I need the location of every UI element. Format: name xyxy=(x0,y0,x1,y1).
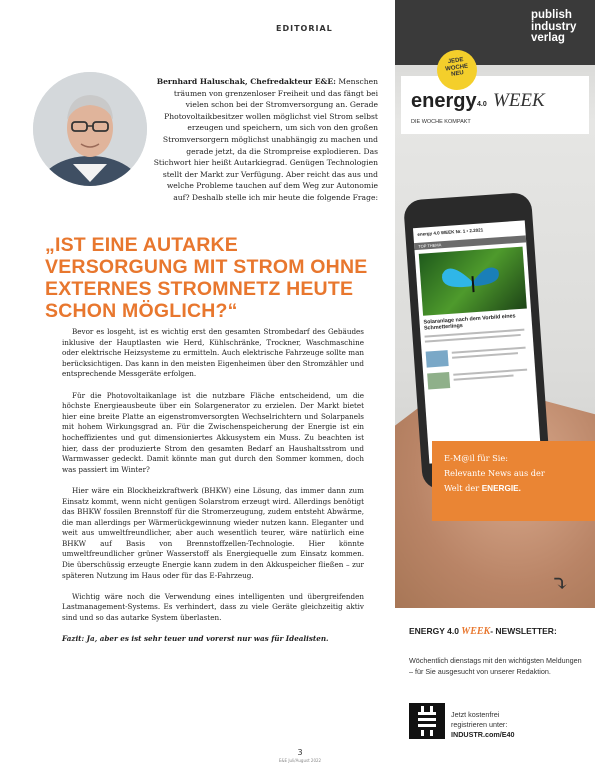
screen-topic-label: TOP THEMA xyxy=(418,242,442,249)
qr-code-pattern xyxy=(418,712,436,730)
newsletter-title-post: - NEWSLETTER: xyxy=(490,626,557,636)
page-issue: E&E Juli/August 2022 xyxy=(278,758,322,763)
body-paragraph: Bevor es losgeht, ist es wichtig erst den gesamten Strombedarf des Gebäudes inklusive der Hauptlasten wie Herd, Kühlschränke, Trockner, Waschmaschine oder elektrische Heizsysteme zu ermitteln. Auch elektrische Fahrzeuge sollte man berücksichtigen. Das kann in den meisten Eigenheimen über den Stromzähler und entsprechende Messgeräte erfolgen. xyxy=(62,327,364,379)
body-paragraph: Wichtig wäre noch die Verwendung eines intelligenten und übergreifenden Lastmanagement-Systems. Es verhindert, dass zu viele Geräte gleichzeitig aktiv sind und so das autarke System überlasten. xyxy=(62,591,364,623)
brand-version: 4.0 xyxy=(477,101,487,108)
newsletter-title-pre: ENERGY 4.0 xyxy=(409,626,462,636)
author-portrait xyxy=(33,72,147,186)
promo-line-bold: ENERGIE. xyxy=(481,484,521,493)
body-paragraph: Für die Photovoltaikanlage ist die nutzbare Fläche entscheidend, um die höchste Energieausbeute über ein Solargenerator zu erzielen. Der Markt bietet hier eine breite Platte an eigenstromversorgten Wechselrichtern und Solarpanels mit hohem Wirkungsgrad an. Für die Zwischenspeicherung der Energie ist ein hocheffizientes und gut dimensioniertes Akkusystem ein Muss. Zu beachten ist hier, dass der produzierte Strom den gesamten Bedarf an Haushaltsstrom und Warmwasser gedeckt. Damit könnte man gut durch den Sommer kommen, doch was passiert im Winter? xyxy=(62,390,364,474)
publisher-logo-line: verlag xyxy=(531,32,565,44)
badge-line: NEU xyxy=(450,70,465,79)
newsletter-title xyxy=(409,626,557,637)
brand-tagline: DIE WOCHE KOMPAKT xyxy=(411,119,471,125)
publisher-logo xyxy=(531,10,576,45)
promo-line: E-M@il für Sie: xyxy=(444,453,508,463)
screen-header: energy 4.0 WEEK Nr. 1 • 2.2021 xyxy=(417,227,484,237)
screen-text-line xyxy=(453,369,527,376)
registration-url[interactable]: INDUSTR.com/E40 xyxy=(451,730,515,739)
intro-author: Bernhard Haluschak, Chefredakteur E&E: xyxy=(156,77,336,86)
screen-text-line xyxy=(452,352,518,359)
registration-line: registrieren unter: xyxy=(451,720,508,729)
intro-paragraph xyxy=(150,76,378,204)
screen-thumbnail xyxy=(426,350,449,367)
brand-name: energy xyxy=(411,90,477,112)
newsletter-title-week: WEEK xyxy=(461,626,491,637)
publisher-logo-line: industry xyxy=(531,20,577,33)
screen-thumbnail xyxy=(427,372,450,389)
brand-box xyxy=(401,76,589,134)
qr-code-icon[interactable] xyxy=(409,703,445,739)
promo-line: Relevante News aus der xyxy=(444,468,545,478)
badge-line: JEDE xyxy=(447,57,464,66)
brand-week: WEEK xyxy=(493,90,545,111)
promo-box xyxy=(432,441,595,521)
body-paragraph: Hier wäre ein Blockheizkraftwerk (BHKW) eine Lösung, das immer dann zum Einsatz kommt, wenn nicht genügen Solarstrom erzeugt wird. Allerdings benötigt das BHKW fossilen Brennstoff für die Stromerzeugung, zudem entsteht Abwärme, die man allerdings per Wärmerückgewinnung wieder nutzen kann. Eleganter und weit aus umweltfreundlicher, aber auch wesentlich teurer, wäre natürlich eine BHKW auf Basis von Brennstoffzellen-Technologie. Hier könnte umweltfreundlicher grüner Wasserstoff als Energiequelle zum Einsatz kommen. Die überschüssig erzeugte Energie kann zudem in den Akkuspeicher fließen – zur späteren Nutzung im Haus oder für das E-Fahrzeug. xyxy=(62,485,364,580)
screen-text-line xyxy=(454,375,514,381)
badge-line: WOCHE xyxy=(444,63,469,73)
newsletter-description: Wöchentlich dienstags mit den wichtigsten Meldungen – für Sie ausgesucht von unserer Redaktion. xyxy=(409,656,582,676)
butterfly-image xyxy=(419,247,527,316)
arrow-down-icon: ⤵ xyxy=(551,572,570,597)
promo-line-text: Welt der xyxy=(444,483,482,493)
conclusion: Fazit: Ja, aber es ist sehr teuer und vorerst nur was für Idealisten. xyxy=(62,634,329,644)
registration-line: Jetzt kostenfrei xyxy=(451,710,500,719)
ad-visual xyxy=(395,0,595,608)
registration-info xyxy=(451,710,515,740)
article-body xyxy=(62,327,364,655)
headline: „IST EINE AUTARKE VERSORGUNG MIT STROM OHNE EXTERNES STROMNETZ HEUTE SCHON MÖGLICH?“ xyxy=(45,234,368,322)
phone-screen xyxy=(413,220,541,463)
publisher-logo-line: publish xyxy=(531,9,572,21)
intro-text: Menschen träumen von grenzenloser Freiheit und das fängt bei vielen schon bei der Stromversorgung an. Gerade Photovoltaikbesitzer wollen möglichst viel Strom selbst erzeugen und speichern, um sich von den großen Stromversorgern möglichst unabhängig zu machen und gerade jetzt, da die Strompreise explodieren. Das Stichwort hier heißt Autarkiegrad. Genügen Technologien stellt der Markt zur Verfügung. Aber reicht das aus und welche Probleme tauchen auf dem Weg zur Autonomie auf? Deshalb stelle ich mir heute die folgende Frage: xyxy=(153,77,378,202)
newsletter-ad xyxy=(395,0,595,780)
page-number: 3 xyxy=(297,748,303,757)
screen-article-title: Solaranlage nach dem Vorbild eines Schmetterlings xyxy=(423,313,516,333)
promo-line xyxy=(444,481,583,496)
section-label: EDITORIAL xyxy=(276,24,333,33)
